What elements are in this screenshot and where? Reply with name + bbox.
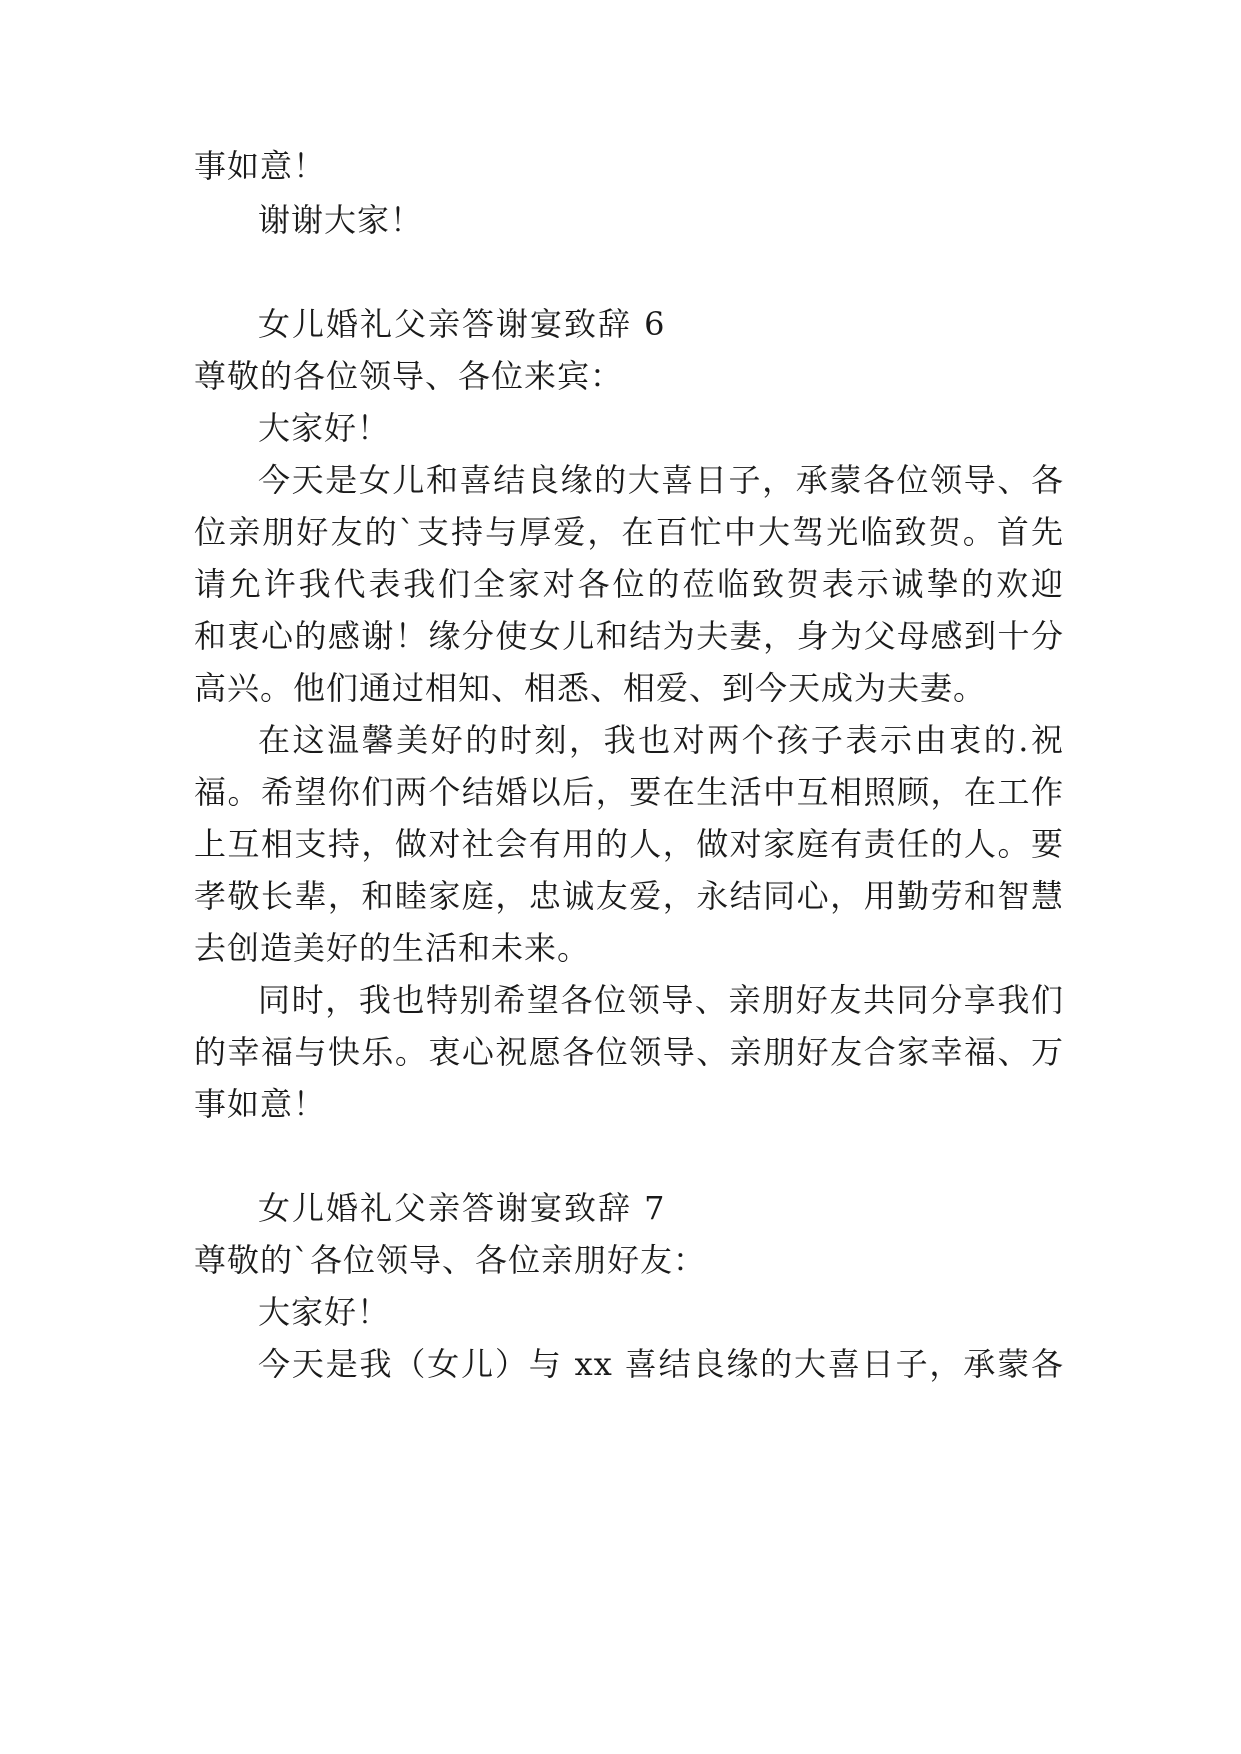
section-6-para3-line: 同时，我也特别希望各位领导、亲朋好友共同分享我们 bbox=[258, 981, 1064, 1019]
closing-line: 事如意！ bbox=[194, 147, 327, 185]
section-6-title: 女儿婚礼父亲答谢宴致辞 6 bbox=[258, 305, 667, 343]
section-6-salutation: 尊敬的各位领导、各位来宾： bbox=[194, 357, 624, 395]
section-7-para1-line: 今天是我（女儿）与 xx 喜结良缘的大喜日子，承蒙各 bbox=[258, 1345, 1064, 1383]
section-6-para1-line: 请允许我代表我们全家对各位的莅临致贺表示诚挚的欢迎 bbox=[194, 565, 1064, 603]
section-7-greeting: 大家好！ bbox=[258, 1293, 391, 1331]
section-6-para2-line: 福。希望你们两个结婚以后，要在生活中互相照顾，在工作 bbox=[194, 773, 1064, 811]
section-6-para1-line: 高兴。他们通过相知、相悉、相爱、到今天成为夫妻。 bbox=[194, 669, 987, 707]
section-6-para2-line: 上互相支持，做对社会有用的人，做对家庭有责任的人。要 bbox=[194, 825, 1064, 863]
thanks-line: 谢谢大家！ bbox=[258, 201, 424, 239]
section-6-para1-line: 和衷心的感谢！缘分使女儿和结为夫妻，身为父母感到十分 bbox=[194, 617, 1064, 655]
section-7-title: 女儿婚礼父亲答谢宴致辞 7 bbox=[258, 1189, 667, 1227]
section-6-greeting: 大家好！ bbox=[258, 409, 391, 447]
section-6-para3-line: 事如意！ bbox=[194, 1085, 327, 1123]
section-6-para1-line: 今天是女儿和喜结良缘的大喜日子，承蒙各位领导、各 bbox=[258, 461, 1064, 499]
section-6-para2-line: 在这温馨美好的时刻，我也对两个孩子表示由衷的.祝 bbox=[258, 721, 1064, 759]
section-6-para3-line: 的幸福与快乐。衷心祝愿各位领导、亲朋好友合家幸福、万 bbox=[194, 1033, 1064, 1071]
section-6-para2-line: 孝敬长辈，和睦家庭，忠诚友爱，永结同心，用勤劳和智慧 bbox=[194, 877, 1064, 915]
section-6-para1-line: 位亲朋好友的`支持与厚爱，在百忙中大驾光临致贺。首先 bbox=[194, 513, 1064, 551]
section-7-salutation: 尊敬的`各位领导、各位亲朋好友： bbox=[194, 1241, 707, 1279]
section-6-para2-line: 去创造美好的生活和未来。 bbox=[194, 929, 591, 967]
